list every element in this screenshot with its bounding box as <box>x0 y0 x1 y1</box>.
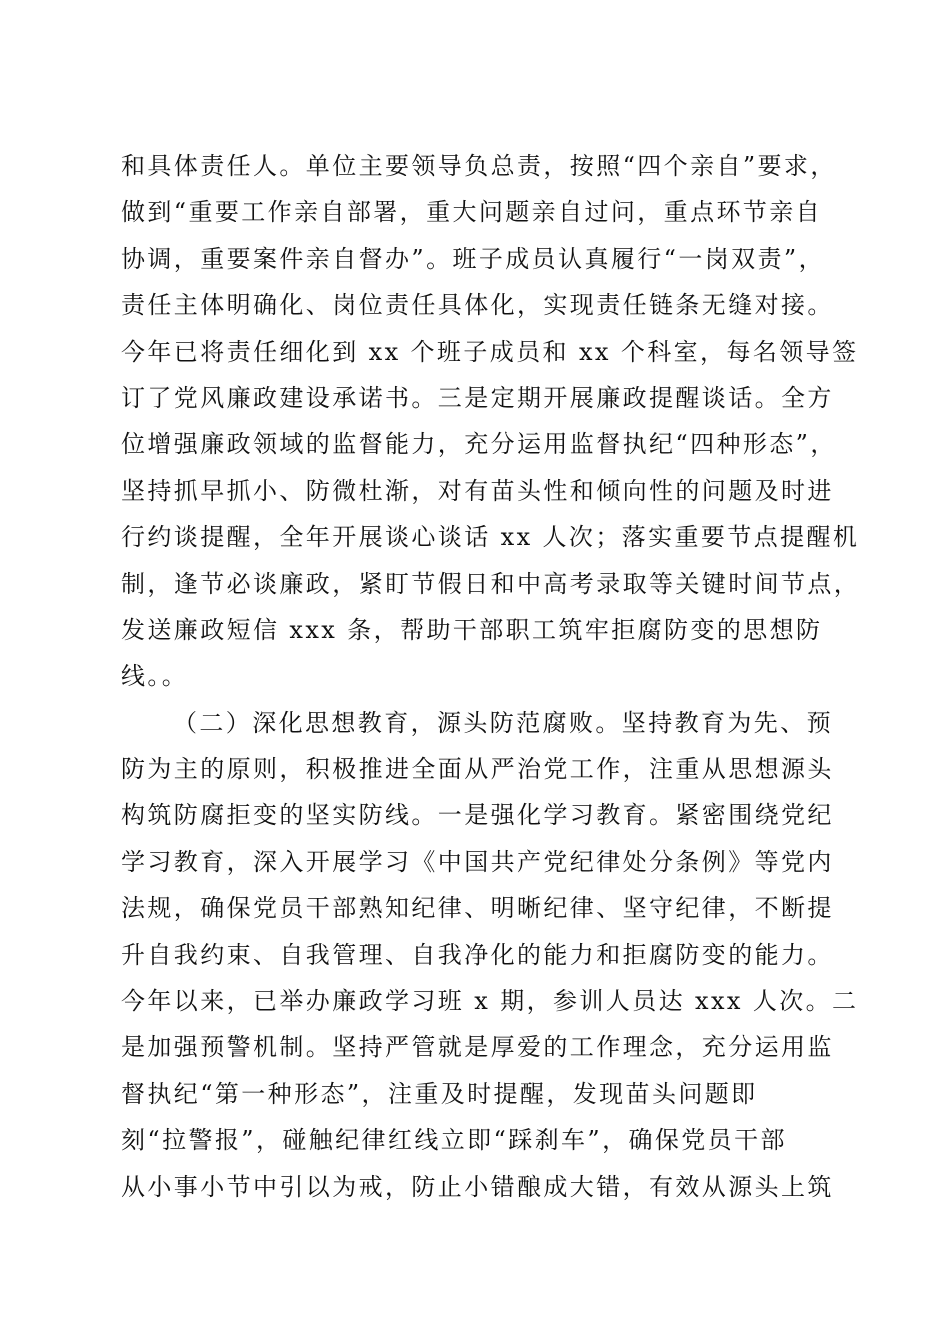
text-line-19: 今年以来，已举办廉政学习班 x 期，参训人员达 xxx 人次。二 <box>121 987 859 1016</box>
text-line-16: 学习教育，深入开展学习《中国共产党纪律处分条例》等党内 <box>121 847 834 876</box>
text-line-11: 发送廉政短信 xxx 条，帮助干部职工筑牢拒腐防变的思想防 <box>121 615 823 644</box>
body-text <box>121 143 861 1210</box>
text-line-6: 订了党风廉政建设承诺书。三是定期开展廉政提醒谈话。全方 <box>121 383 834 412</box>
text-line-10: 制，逢节必谈廉政，紧盯节假日和中高考录取等关键时间节点， <box>121 569 861 598</box>
text-line-4: 责任主体明确化、岗位责任具体化，实现责任链条无缝对接。 <box>121 291 834 320</box>
text-line-22: 刻“拉警报”，碰触纪律红线立即“踩刹车”，确保党员干部 <box>121 1126 787 1155</box>
text-line-8: 坚持抓早抓小、防微杜渐，对有苗头性和倾向性的问题及时进 <box>121 476 834 505</box>
text-line-7: 位增强廉政领域的监督能力，充分运用监督执纪“四种形态”， <box>121 430 837 459</box>
text-line-2: 做到“重要工作亲自部署，重大问题亲自过问，重点环节亲自 <box>121 198 823 227</box>
text-line-14: 防为主的原则，积极推进全面从严治党工作，注重从思想源头 <box>121 755 834 784</box>
text-line-5: 今年已将责任细化到 xx 个班子成员和 xx 个科室，每名领导签 <box>121 337 859 366</box>
text-line-18: 升自我约束、自我管理、自我净化的能力和拒腐防变的能力。 <box>121 940 834 969</box>
text-line-20: 是加强预警机制。坚持严管就是厚爱的工作理念，充分运用监 <box>121 1033 834 1062</box>
text-line-21: 督执纪“第一种形态”，注重及时提醒，发现苗头问题即 <box>121 1079 758 1108</box>
text-line-23: 从小事小节中引以为戒，防止小错酿成大错，有效从源头上筑 <box>121 1172 834 1201</box>
text-line-9: 行约谈提醒，全年开展谈心谈话 xx 人次；落实重要节点提醒机 <box>121 523 860 552</box>
text-line-17: 法规，确保党员干部熟知纪律、明晰纪律、坚守纪律，不断提 <box>121 894 834 923</box>
text-line-1: 和具体责任人。单位主要领导负总责，按照“四个亲自”要求， <box>121 152 837 180</box>
text-line-12: 线。。 <box>121 662 189 691</box>
text-line-15: 构筑防腐拒变的坚实防线。一是强化学习教育。紧密围绕党纪 <box>121 801 834 830</box>
section-heading-line: （二）深化思想教育，源头防范腐败。坚持教育为先、预 <box>173 708 833 737</box>
text-line-3: 协调，重要案件亲自督办”。班子成员认真履行“一岗双责”， <box>121 244 826 273</box>
